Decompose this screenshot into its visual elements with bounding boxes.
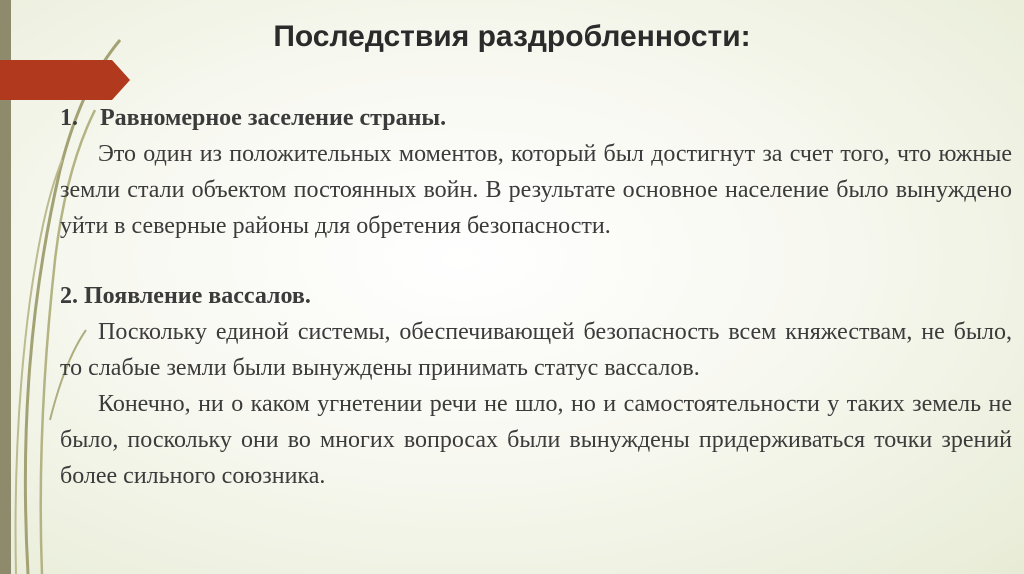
- slide-content: [60, 100, 1012, 494]
- section-number: 2.: [60, 283, 78, 309]
- section-paragraph: Это один из положительных моментов, который был достигнут за счет того, что южные земли стали объектом постоянных войн. В результате основное население было вынуждено уйти в северные районы для обретения безопасности.: [60, 141, 1012, 239]
- spacer: [60, 244, 1012, 278]
- section-2: [60, 278, 1012, 494]
- section-heading: [60, 100, 1012, 136]
- section-1: [60, 100, 1012, 244]
- page-title: Последствия раздробленности:: [273, 20, 751, 53]
- section-paragraph: Поскольку единой системы, обеспечивающей безопасность всем княжествам, не было, то слабые земли были вынуждены принимать статус вассалов.: [60, 319, 1012, 381]
- section-title: Равномерное заселение страны.: [100, 105, 447, 131]
- section-number: 1.: [60, 105, 78, 131]
- section-title: Появление вассалов.: [84, 283, 311, 309]
- section-paragraph: Конечно, ни о каком угнетении речи не шло, но и самостоятельности у таких земель не было, поскольку они во многих вопросах были вынуждены придерживаться точки зрений более сильного союзника.: [60, 391, 1012, 489]
- section-heading: [60, 278, 1012, 314]
- title-banner: [0, 60, 130, 100]
